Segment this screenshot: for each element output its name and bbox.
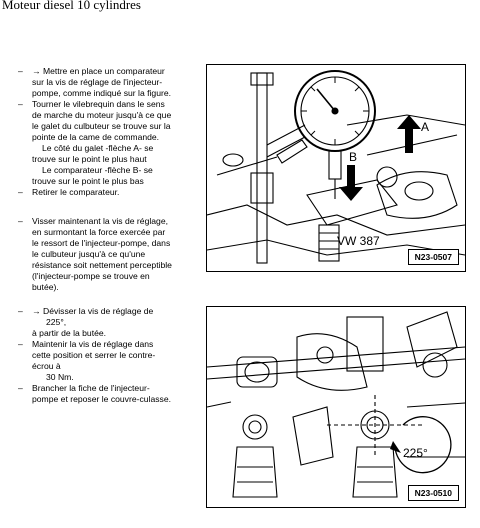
step-hold-and-tighten-nut xyxy=(18,339,198,383)
step-subtext-line: trouve sur le point le plus haut xyxy=(32,154,147,164)
step-text-line: → Dévisser la vis de réglage de xyxy=(32,306,154,316)
step-tighten-adjusting-screw xyxy=(18,216,198,293)
bullet-dash: – xyxy=(18,66,23,76)
torque-value: 30 Nm. xyxy=(46,372,74,382)
bullet-dash: – xyxy=(18,306,23,316)
bullet-dash: – xyxy=(18,187,23,197)
step-text-line: Retirer le comparateur. xyxy=(32,187,120,197)
tool-number: VW 387 xyxy=(337,234,380,248)
step-text-line: pompe, comme indiqué sur la figure. xyxy=(32,88,172,98)
step-turn-crankshaft xyxy=(18,99,198,187)
step-text-line: sur la vis de réglage de l'injecteur- xyxy=(32,77,163,87)
step-text-line: le galet du culbuteur se trouve sur la xyxy=(32,121,171,131)
step-remove-dial-gauge xyxy=(18,187,198,198)
step-text-line: pointe de la came de commande. xyxy=(32,132,160,142)
step-mount-dial-gauge xyxy=(18,66,198,99)
step-subtext-line: Le côté du galet -flèche A- se xyxy=(42,143,154,153)
step-subtext-line: trouve sur le point le plus bas xyxy=(32,176,144,186)
page-title: Moteur diesel 10 cylindres xyxy=(2,0,141,12)
step-text-line: Maintenir la vis de réglage dans xyxy=(32,339,154,349)
step-text-line: butée). xyxy=(32,282,59,292)
dial-gauge-illustration xyxy=(207,65,465,271)
step-text-line: le culbuteur jusqu'à ce qu'une xyxy=(32,249,146,259)
arrow-b-label: B xyxy=(349,150,358,164)
step-text-line: résistance soit nettement perceptible xyxy=(32,260,172,270)
step-text-line: de marche du moteur jusqu'à ce que xyxy=(32,110,172,120)
step-text-line: (l'injecteur-pompe se trouve en xyxy=(32,271,150,281)
angle-value: 225°, xyxy=(46,317,67,327)
step-text-line: écrou à xyxy=(32,361,61,371)
step-text-line: Brancher la fiche de l'injecteur- xyxy=(32,383,150,393)
step-text-line: cette position et serrer le contre- xyxy=(32,350,156,360)
angle-label: 225° xyxy=(403,446,428,460)
arrow-a-label: A xyxy=(421,120,430,134)
step-text-line: en surmontant la force exercée par xyxy=(32,227,166,237)
arrow-b-icon xyxy=(339,165,363,201)
instruction-block-1 xyxy=(18,66,198,198)
step-text-line: à partir de la butée. xyxy=(32,328,107,338)
step-text-line: pompe et reposer le couvre-culasse. xyxy=(32,394,172,404)
bullet-dash: – xyxy=(18,216,23,226)
figure-label: N23-0507 xyxy=(408,249,459,265)
step-text-line: le ressort de l'injecteur-pompe, dans xyxy=(32,238,171,248)
step-subtext-line: Le comparateur -flèche B- se xyxy=(42,165,153,175)
figure-label: N23-0510 xyxy=(408,485,459,501)
instruction-block-2 xyxy=(18,216,198,293)
figure-dial-gauge xyxy=(206,64,466,272)
adjusting-screw-illustration xyxy=(207,307,465,507)
figure-adjusting-screw-angle xyxy=(206,306,466,508)
bullet-dash: – xyxy=(18,99,23,109)
step-connect-plug xyxy=(18,383,198,405)
bullet-dash: – xyxy=(18,383,23,393)
step-text-line: → Mettre en place un comparateur xyxy=(32,66,165,76)
step-text-line: Visser maintenant la vis de réglage, xyxy=(32,216,168,226)
instruction-block-3 xyxy=(18,306,198,405)
step-loosen-adjusting-screw xyxy=(18,306,198,339)
bullet-dash: – xyxy=(18,339,23,349)
step-text-line: Tourner le vilebrequin dans le sens xyxy=(32,99,165,109)
